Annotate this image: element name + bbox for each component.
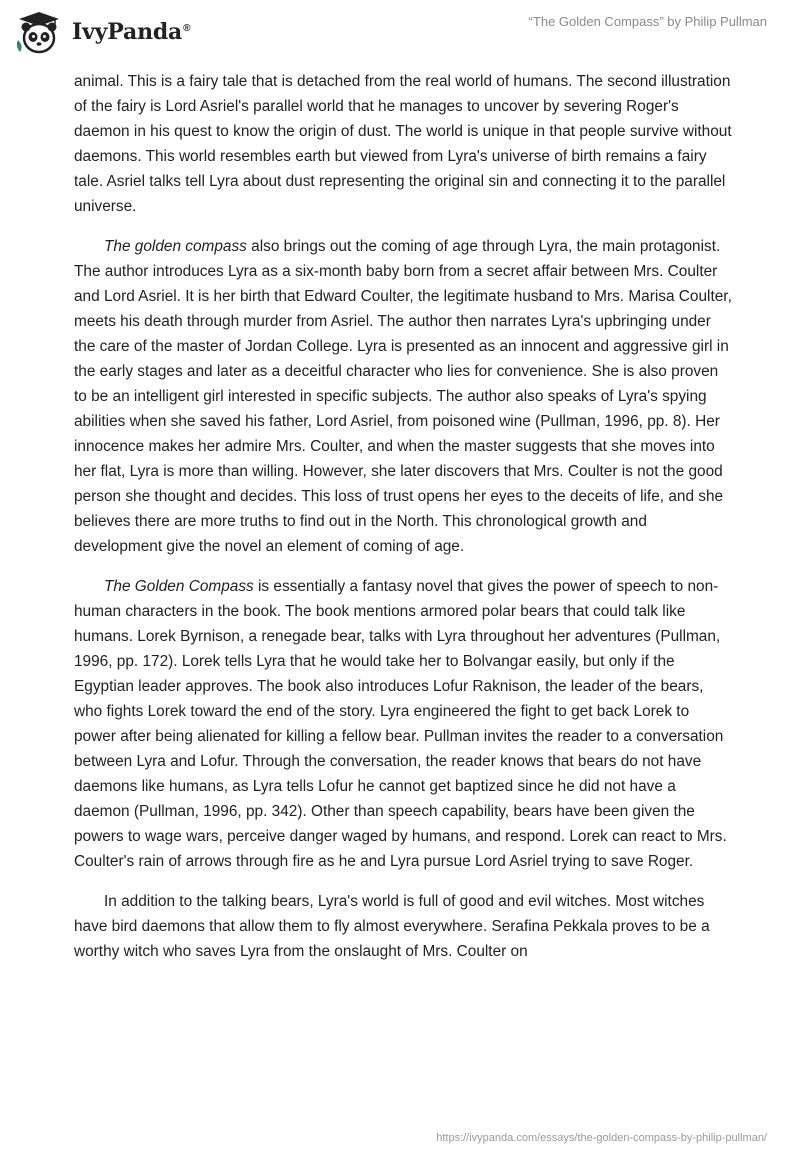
paragraph-4: In addition to the talking bears, Lyra's world is full of good and evil witches. Most witches have bird daemons that allow them to fly almost everywhere. Serafina Pekkala proves to be a worthy witch who saves Lyra from the onslaught of Mrs. Coulter on bbox=[74, 893, 710, 960]
paragraph-2-text: also brings out the coming of age through Lyra, the main protagonist. The author introduces Lyra as a six-month baby born from a secret affair between Mrs. Coulter and Lord Asriel. It is her birth that Edward Coulter, the legitimate husband to Mrs. Marisa Coulter, meets his death through murder from Asriel. The author then narrates Lyra's upbringing under the care of the master of Jordan College. Lyra is presented as an innocent and aggressive girl in the early stages and later as a deceitful character who lies for convenience. She is also proven to be an intelligent girl interested in specific subjects. The author also speaks of Lyra's spying abilities when she saved his father, Lord Asriel, from poisoned wine (Pullman, 1996, pp. 8). Her innocence makes her admire Mrs. Coulter, and when the master suggests that she moves into her flat, Lyra is more than willing. However, she later discovers that Mrs. Coulter is not the good person she thought and decides. This loss of trust opens her eyes to the deceits of life, and she believes there are more truths to find out in the North. This chronological growth and development give the novel an element of coming of age. bbox=[74, 238, 732, 555]
registered-mark: ® bbox=[183, 22, 191, 34]
brand-name: IvyPanda® bbox=[72, 19, 191, 45]
book-title: The golden compass bbox=[104, 238, 247, 255]
document-title: “The Golden Compass” by Philip Pullman bbox=[528, 14, 767, 29]
paragraph-3-text: is essentially a fantasy novel that gives the power of speech to non-human characters in the book. The book mentions armored polar bears that could talk like humans. Lorek Byrnison, a renegade bear, talks with Lyra throughout her adventures (Pullman, 1996, pp. 172). Lorek tells Lyra that he would take her to Bolvangar easily, but only if the Egyptian leader approves. The book also introduces Lofur Raknison, the leader of the bears, who fights Lorek toward the end of the story. Lyra engineered the fight to get back Lorek to power after being alienated for killing a fellow bear. Pullman invites the reader to a conversation between Lyra and Lofur. Through the conversation, the reader knows that bears do not have daemons like humans, as Lyra tells Lofur he cannot get baptized since he did not have a daemon (Pullman, 1996, pp. 342). Other than speech capability, bears have been given the powers to wage wars, perceive danger waged by humans, and respond. Lorek can react to Mrs. Coulter's rain of arrows through fire as he and Lyra pursue Lord Asriel trying to save Roger. bbox=[74, 578, 727, 870]
panda-graduate-icon bbox=[14, 10, 64, 56]
paragraph-1: animal. This is a fairy tale that is detached from the real world of humans. The second illustration of the fairy is Lord Asriel's parallel world that he manages to uncover by severing Roger's daemon in his quest to know the origin of dust. The world is unique in that people survive without daemons. This world resembles earth but viewed from Lyra's universe of birth remains a fairy tale. Asriel talks tell Lyra about dust representing the original sin and connecting it to the parallel universe. bbox=[74, 73, 732, 215]
paragraph-3 bbox=[74, 574, 734, 874]
page-header bbox=[0, 0, 800, 72]
book-title: The Golden Compass bbox=[104, 578, 254, 595]
paragraph-2 bbox=[74, 234, 734, 559]
source-url-link[interactable]: https://ivypanda.com/essays/the-golden-compass-by-philip-pullman/ bbox=[436, 1132, 767, 1144]
ivypanda-logo[interactable] bbox=[14, 10, 190, 56]
essay-body bbox=[74, 69, 734, 979]
